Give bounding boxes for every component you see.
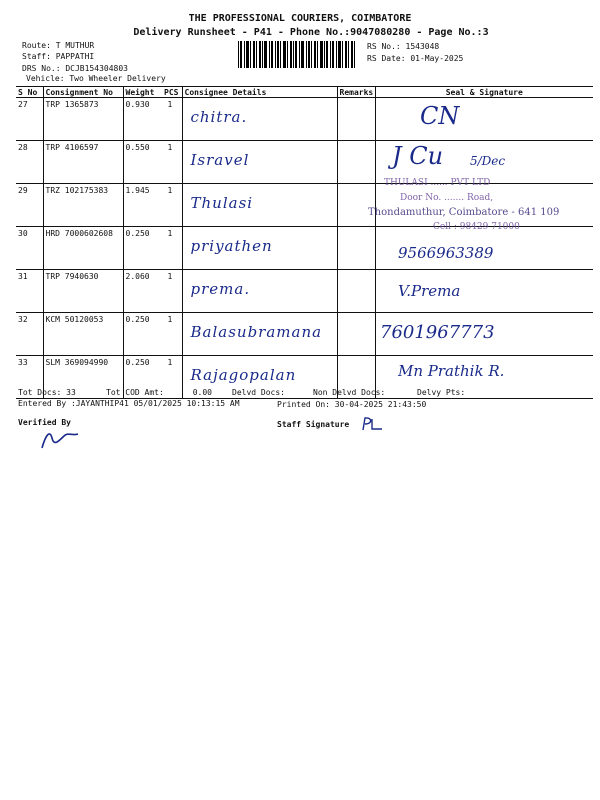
row-weight-pcs <box>123 141 182 184</box>
drs-number: DRS No.: DCJB154304803 <box>22 64 128 73</box>
col-consignment: Consignment No <box>43 87 123 98</box>
delivered-docs: Delvd Docs: <box>232 388 285 397</box>
row-weight: 0.250 <box>125 358 150 367</box>
vehicle: Vehicle: Two Wheeler Delivery <box>26 74 166 83</box>
rs-date: RS Date: 01-May-2025 <box>367 54 464 63</box>
table-row <box>16 313 593 356</box>
route: Route: T MUTHUR <box>22 41 95 50</box>
row-weight-pcs <box>123 184 182 227</box>
consignee-handwriting: Isravel <box>190 151 250 169</box>
row-sno: 27 <box>16 98 43 141</box>
row-sno: 28 <box>16 141 43 184</box>
table-row <box>16 184 593 227</box>
runsheet-title: Delivery Runsheet - P41 - Phone No.:9047080280 - Page No.:3 <box>133 27 489 38</box>
row-pcs: 1 <box>167 100 173 109</box>
barcode <box>236 41 360 68</box>
col-seal-signature: Seal & Signature <box>375 87 593 98</box>
table-header-row <box>16 87 593 98</box>
row-consignment-no: TRP 1365873 <box>43 98 123 141</box>
row-consignment-no: TRZ 102175383 <box>43 184 123 227</box>
row-pcs: 1 <box>167 143 173 152</box>
verified-by-signature <box>38 428 82 450</box>
entered-by: Entered By :JAYANTHIP41 05/01/2025 10:13:15 AM <box>18 399 240 408</box>
row-consignee <box>182 98 337 141</box>
signature-28-date: 5/Dec <box>470 154 506 168</box>
row-consignment-no: HRD 7000602608 <box>43 227 123 270</box>
row-pcs: 1 <box>167 229 173 238</box>
row-consignment-no: TRP 7940630 <box>43 270 123 313</box>
row-sno: 32 <box>16 313 43 356</box>
col-remarks: Remarks <box>337 87 375 98</box>
row-weight-pcs <box>123 227 182 270</box>
table-row <box>16 356 593 399</box>
company-title: THE PROFESSIONAL COURIERS, COIMBATORE <box>188 13 412 24</box>
consignee-handwriting: Thulasi <box>190 194 254 212</box>
table-row <box>16 227 593 270</box>
signature-31: V.Prema <box>398 282 461 300</box>
signature-33: Mn Prathik R. <box>398 362 505 380</box>
staff: Staff: PAPPATHI <box>22 52 95 61</box>
col-pcs: PCS <box>164 87 179 97</box>
row-consignee <box>182 184 337 227</box>
non-delivered-docs: Non Delvd Docs: <box>313 388 386 397</box>
company-stamp-line3: Thondamuthur, Coimbatore - 641 109 <box>368 207 560 218</box>
company-stamp-line4: Cell : 98429 71000 <box>433 222 520 232</box>
row-seal-signature <box>375 98 593 141</box>
row-pcs: 1 <box>167 315 173 324</box>
company-stamp-line2: Door No. ....... Road, <box>400 193 494 203</box>
row-remarks <box>337 98 375 141</box>
table-row <box>16 98 593 141</box>
row-seal-signature <box>375 184 593 227</box>
row-weight: 0.250 <box>125 315 150 324</box>
row-remarks <box>337 270 375 313</box>
consignee-handwriting: chitra. <box>190 108 248 126</box>
row-consignee <box>182 141 337 184</box>
row-pcs: 1 <box>167 358 173 367</box>
table-row <box>16 270 593 313</box>
row-remarks <box>337 141 375 184</box>
row-consignee <box>182 227 337 270</box>
company-stamp-line1: THULASI ...... PVT LTD <box>384 178 491 188</box>
row-remarks <box>337 227 375 270</box>
row-remarks <box>337 184 375 227</box>
row-consignment-no: SLM 369094990 <box>43 356 123 399</box>
row-consignee <box>182 313 337 356</box>
delivery-points: Delvy Pts: <box>417 388 466 397</box>
col-sno: S No <box>16 87 43 98</box>
row-sno: 29 <box>16 184 43 227</box>
signature-27: CN <box>420 102 460 130</box>
row-weight: 0.930 <box>125 100 150 109</box>
row-weight: 0.250 <box>125 229 150 238</box>
row-sno: 33 <box>16 356 43 399</box>
row-sno: 30 <box>16 227 43 270</box>
table-row <box>16 141 593 184</box>
row-pcs: 1 <box>167 272 173 281</box>
staff-signature-mark <box>360 416 386 432</box>
staff-signature-label: Staff Signature <box>277 420 350 429</box>
consignee-handwriting: priyathen <box>190 237 273 255</box>
consignee-handwriting: Rajagopalan <box>190 366 297 384</box>
row-consignment-no: KCM 50120053 <box>43 313 123 356</box>
consignee-handwriting: prema. <box>190 280 251 298</box>
row-sno: 31 <box>16 270 43 313</box>
signature-32-phone: 7601967773 <box>380 322 495 343</box>
row-weight-pcs <box>123 98 182 141</box>
total-docs: Tot Docs: 33 <box>18 388 76 397</box>
col-weight-pcs <box>123 87 182 98</box>
verified-by-label: Verified By <box>18 418 71 427</box>
consignee-handwriting: Balasubramana <box>190 323 323 341</box>
row-consignee <box>182 270 337 313</box>
row-remarks <box>337 313 375 356</box>
row-weight-pcs <box>123 313 182 356</box>
row-weight: 1.945 <box>125 186 150 195</box>
printed-on: Printed On: 30-04-2025 21:43:50 <box>277 400 427 409</box>
signature-28-mark: J Cu <box>392 142 444 170</box>
rs-number: RS No.: 1543048 <box>367 42 440 51</box>
row-weight: 2.060 <box>125 272 150 281</box>
signature-30-phone: 9566963389 <box>398 244 494 262</box>
row-weight-pcs <box>123 270 182 313</box>
col-consignee: Consignee Details <box>182 87 337 98</box>
row-weight: 0.550 <box>125 143 150 152</box>
col-weight: Weight <box>125 87 155 97</box>
runsheet-table <box>16 86 593 399</box>
total-cod-amount: Tot COD Amt: 0.00 <box>106 388 212 397</box>
row-pcs: 1 <box>167 186 173 195</box>
row-consignment-no: TRP 4106597 <box>43 141 123 184</box>
